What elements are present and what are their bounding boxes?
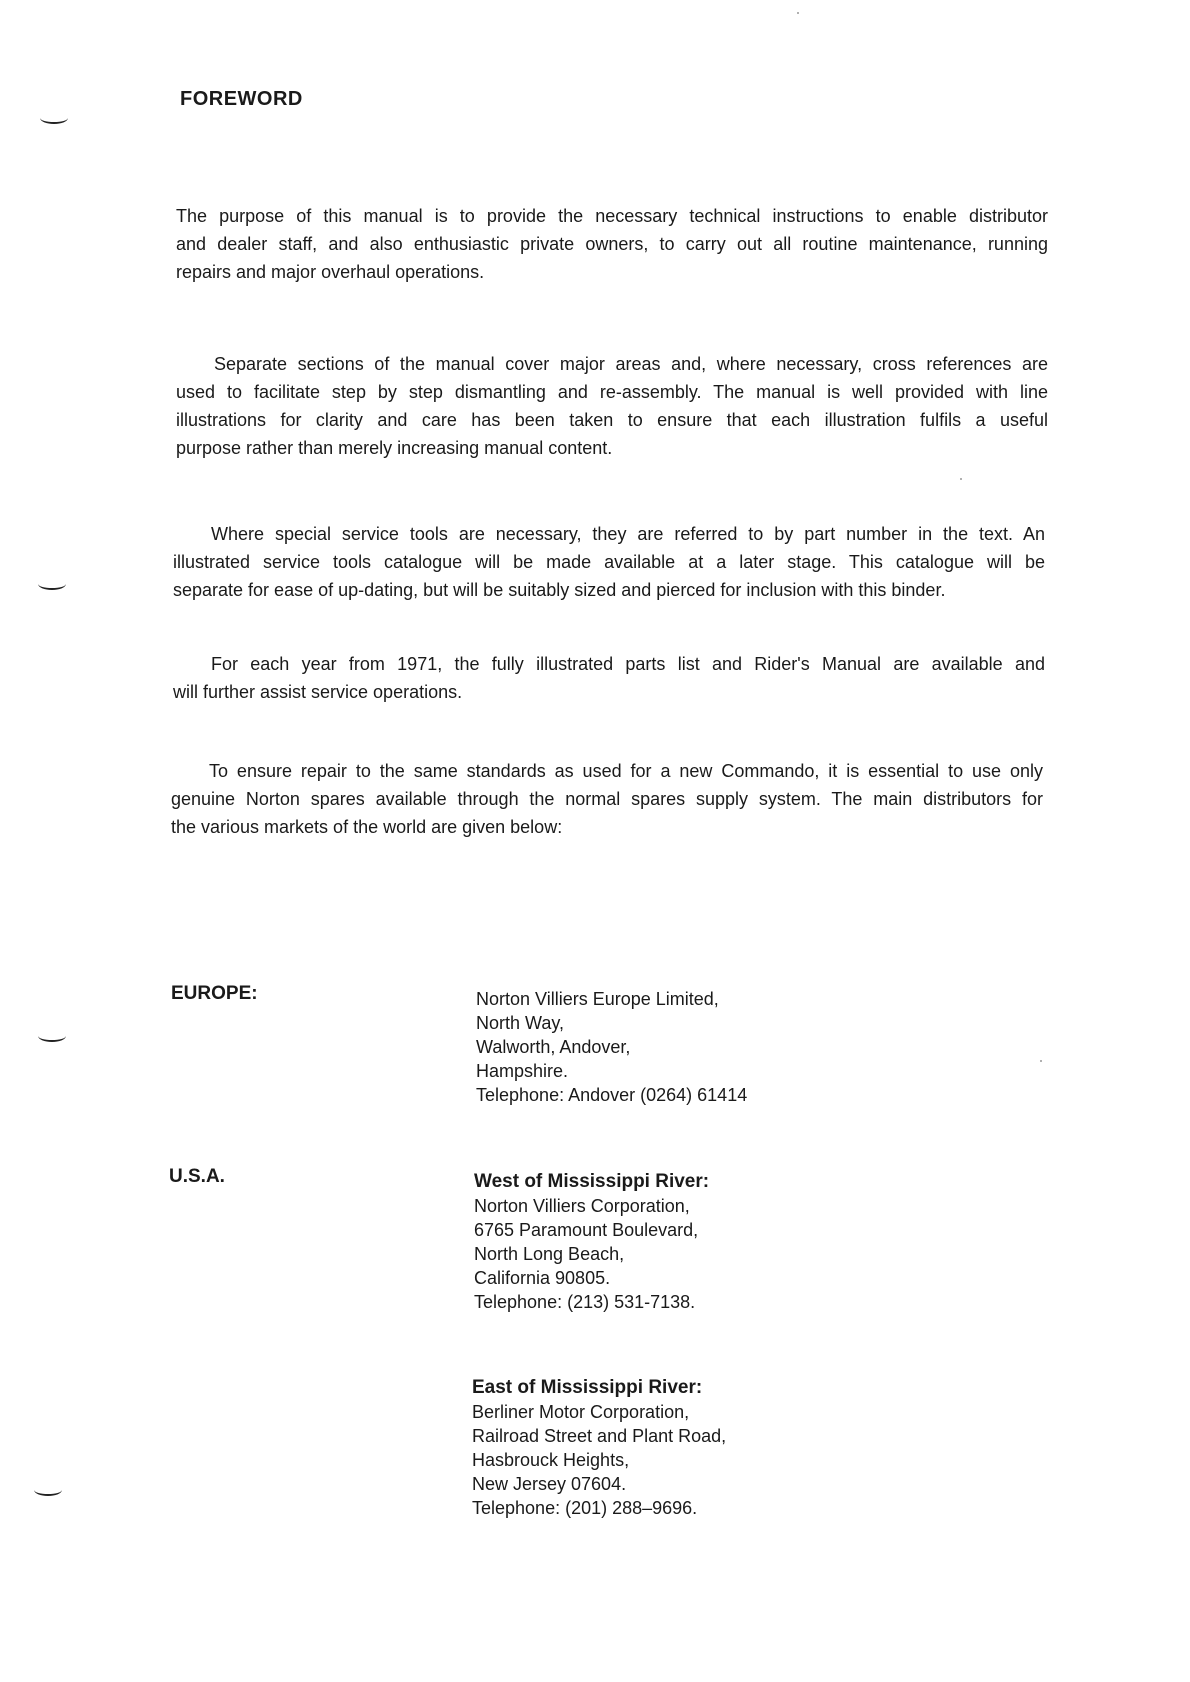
address-subheading: East of Mississippi River: (472, 1377, 703, 1398)
paragraph-line: The purpose of this manual is to provide the necessary technical instructions to enable distributor (176, 206, 1048, 226)
binder-hole-mark (34, 1484, 62, 1496)
address-europe (476, 987, 747, 1107)
address-telephone: Telephone: (201) 288–9696. (472, 1498, 698, 1518)
paragraph-parts-list (173, 650, 1045, 706)
address-line: Hasbrouck Heights, (472, 1450, 630, 1470)
paragraph-line: illustrated service tools catalogue will be made available at a later stage. This catalogue will be (173, 552, 1045, 572)
region-europe: EUROPE: (171, 983, 258, 1004)
paragraph-line: used to facilitate step by step dismantling and re-assembly. The manual is well provided with line (176, 382, 1048, 402)
address-line: California 90805. (474, 1268, 611, 1288)
paragraph-line: purpose rather than merely increasing manual content. (176, 438, 613, 458)
binder-hole-mark (38, 1030, 66, 1042)
address-line: Berliner Motor Corporation, (472, 1402, 690, 1422)
address-subheading: West of Mississippi River: (474, 1171, 710, 1192)
paragraph-sections (176, 350, 1048, 462)
paragraph-line: To ensure repair to the same standards as used for a new Commando, it is essential to use only (209, 761, 1043, 781)
paragraph-line: genuine Norton spares available through the normal spares supply system. The main distributors for (171, 789, 1043, 809)
paragraph-purpose (176, 202, 1048, 286)
address-usa-east (472, 1376, 726, 1520)
paragraph-line: and dealer staff, and also enthusiastic private owners, to carry out all routine maintenance, running (176, 234, 1048, 254)
speck (797, 12, 799, 14)
address-line: 6765 Paramount Boulevard, (474, 1220, 699, 1240)
address-line: North Way, (476, 1013, 565, 1033)
address-line: Norton Villiers Europe Limited, (476, 989, 719, 1009)
binder-hole-mark (40, 112, 68, 124)
paragraph-line: For each year from 1971, the fully illustrated parts list and Rider's Manual are available and (211, 654, 1045, 674)
paragraph-line: Separate sections of the manual cover major areas and, where necessary, cross references are (214, 354, 1048, 374)
page-title: FOREWORD (180, 88, 303, 110)
address-telephone: Telephone: Andover (0264) 61414 (476, 1085, 748, 1105)
paragraph-line: repairs and major overhaul operations. (176, 262, 485, 282)
paragraph-line: will further assist service operations. (173, 682, 463, 702)
paragraph-line: illustrations for clarity and care has been taken to ensure that each illustration fulfils a useful (176, 410, 1048, 430)
address-line: Railroad Street and Plant Road, (472, 1426, 727, 1446)
paragraph-tools (173, 520, 1045, 604)
address-usa-west (474, 1170, 709, 1314)
region-usa: U.S.A. (169, 1166, 225, 1187)
paragraph-line: separate for ease of up-dating, but will be suitably sized and pierced for inclusion with this binder. (173, 580, 946, 600)
address-telephone: Telephone: (213) 531-7138. (474, 1292, 696, 1312)
paragraph-spares (171, 757, 1043, 841)
address-line: New Jersey 07604. (472, 1474, 627, 1494)
speck (1040, 1060, 1042, 1062)
address-line: North Long Beach, (474, 1244, 625, 1264)
address-line: Walworth, Andover, (476, 1037, 631, 1057)
address-line: Hampshire. (476, 1061, 569, 1081)
speck (960, 478, 962, 480)
binder-hole-mark (38, 578, 66, 590)
address-line: Norton Villiers Corporation, (474, 1196, 690, 1216)
paragraph-line: Where special service tools are necessary, they are referred to by part number in the text. An (211, 524, 1045, 544)
paragraph-line: the various markets of the world are given below: (171, 817, 563, 837)
